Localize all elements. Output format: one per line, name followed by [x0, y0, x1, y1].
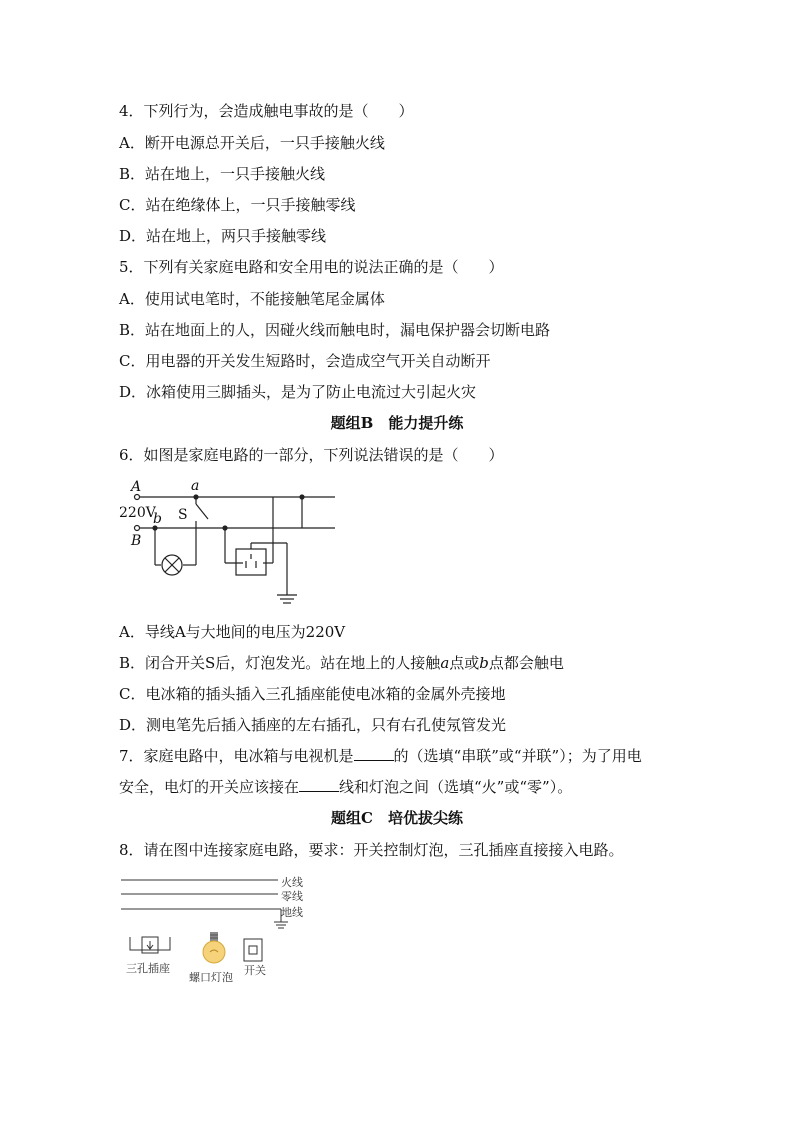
- q6-option-b: [119, 653, 564, 673]
- q4-stem: 4．下列行为，会造成触电事故的是（ ）: [119, 102, 414, 120]
- q6-option-d: D．测电笔先后插入插座的左右插孔，只有右孔使氖管发光: [119, 716, 507, 734]
- q5-option-c: C．用电器的开关发生短路时，会造成空气开关自动断开: [119, 352, 491, 370]
- switch-label: 开关: [244, 964, 266, 977]
- q6-b-post: 点都会触电: [488, 654, 564, 672]
- q5-option-d: D．冰箱使用三脚插头，是为了防止电流过大引起火灾: [119, 383, 477, 401]
- q6-option-c: C．电冰箱的插头插入三孔插座能使电冰箱的金属外壳接地: [119, 685, 506, 703]
- q6-b-var2: b: [479, 654, 489, 672]
- group-b-heading: 题组B 能力提升练: [330, 414, 464, 432]
- bulb-icon: [203, 932, 225, 963]
- wire-live-label: 火线: [281, 876, 303, 889]
- q5-option-b: B．站在地面上的人，因碰火线而触电时，漏电保护器会切断电路: [119, 321, 551, 339]
- q4-option-b: B．站在地上，一只手接触火线: [119, 165, 326, 183]
- q6-circuit-diagram: [115, 477, 345, 612]
- wire-neutral-label: 零线: [281, 890, 303, 903]
- label-b-upper: B: [131, 533, 142, 549]
- label-voltage: 220V: [119, 505, 156, 521]
- q7-line-1: [119, 746, 642, 766]
- label-b-lower: b: [153, 511, 162, 527]
- q7-l2-post: 线和灯泡之间（选填“火”或“零”）。: [339, 778, 573, 796]
- q6-b-mid: 点或: [449, 654, 480, 672]
- label-a-upper: A: [131, 479, 142, 495]
- q6-option-a: A．导线A与大地间的电压为220V: [119, 623, 346, 641]
- q7-l1-post: 的（选填“串联”或“并联”）；为了用电: [393, 747, 642, 765]
- q5-option-a: A．使用试电笔时，不能接触笔尾金属体: [119, 290, 385, 308]
- q7-blank-1[interactable]: [354, 746, 394, 761]
- bulb-label: 螺口灯泡: [189, 971, 233, 984]
- wire-ground-label: 地线: [281, 906, 303, 919]
- q6-b-var1: a: [440, 654, 450, 672]
- q4-option-a: A．断开电源总开关后，一只手接触火线: [119, 134, 385, 152]
- q5-stem: 5．下列有关家庭电路和安全用电的说法正确的是（ ）: [119, 258, 504, 276]
- q6-stem: 6．如图是家庭电路的一部分，下列说法错误的是（ ）: [119, 446, 504, 464]
- q4-option-d: D．站在地上，两只手接触零线: [119, 227, 327, 245]
- q8-wiring-diagram: [118, 872, 308, 972]
- label-a-lower: a: [191, 478, 200, 494]
- q7-l1-pre: 7．家庭电路中，电冰箱与电视机是: [119, 747, 354, 765]
- q7-l2-pre: 安全，电灯的开关应该接在: [119, 778, 300, 796]
- q8-stem: 8．请在图中连接家庭电路，要求：开关控制灯泡，三孔插座直接接入电路。: [119, 841, 624, 859]
- socket-label: 三孔插座: [126, 962, 170, 975]
- q7-blank-2[interactable]: [299, 777, 339, 792]
- q6-b-pre: B．闭合开关S后，灯泡发光。站在地上的人接触: [119, 654, 441, 672]
- group-c-heading: 题组C 培优拔尖练: [331, 809, 463, 827]
- q4-option-c: C．站在绝缘体上，一只手接触零线: [119, 196, 356, 214]
- q7-line-2: [119, 777, 572, 797]
- label-s: S: [178, 507, 188, 523]
